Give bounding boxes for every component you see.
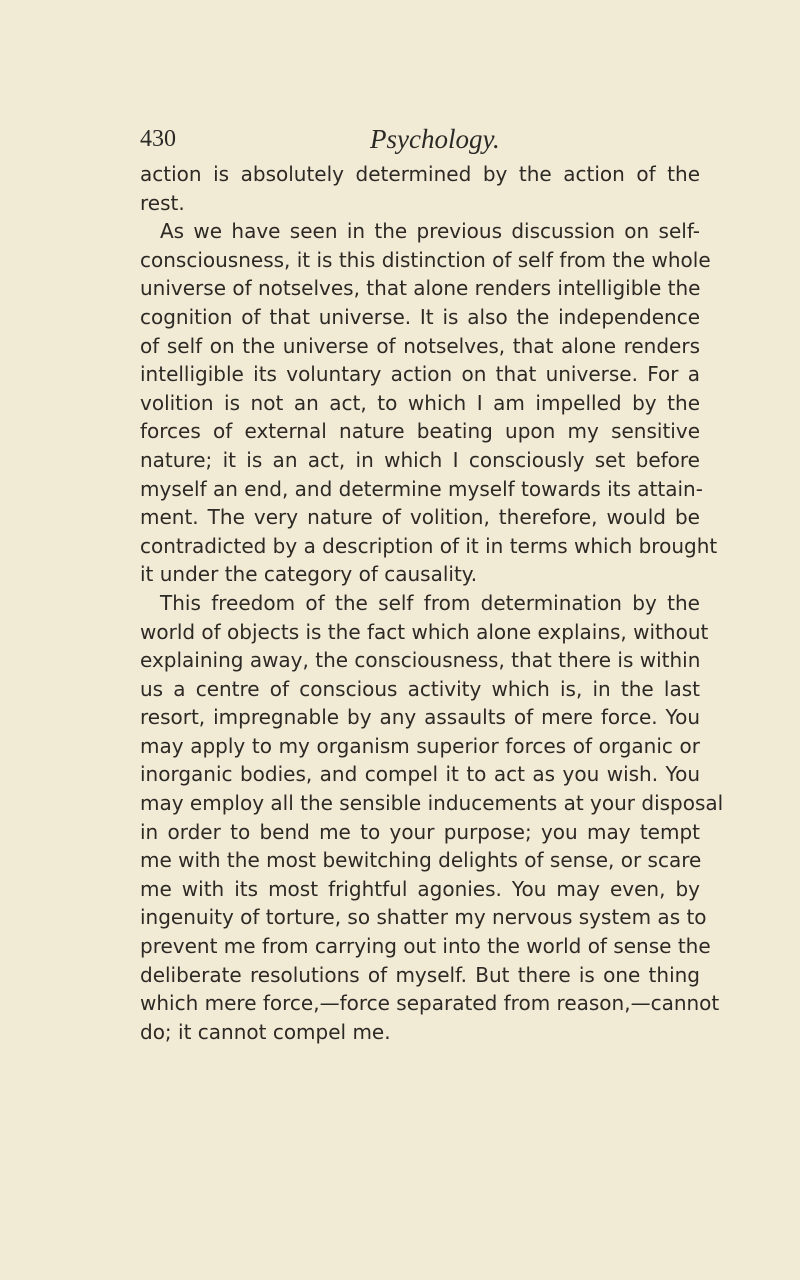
text-line: me with the most bewitching delights of sense, or scare xyxy=(140,848,702,873)
text-line: inorganic bodies, and compel it to act as you wish. You xyxy=(140,762,700,787)
text-line: may apply to my organism superior forces of organic or xyxy=(140,733,700,758)
text-line: explaining away, the consciousness, that there is within xyxy=(140,648,701,673)
page-number: 430 xyxy=(140,126,176,152)
text-line: ingenuity of torture, so shatter my nervous system as to xyxy=(140,905,707,930)
text-line: consciousness, it is this distinction of self from the whole xyxy=(140,247,711,272)
text-line: As we have seen in the previous discussion on self- xyxy=(160,219,700,244)
text-line: cognition of that universe. It is also the independence xyxy=(140,304,700,329)
body-text xyxy=(140,160,724,1046)
text-line: prevent me from carrying out into the world of sense the xyxy=(140,934,711,959)
text-line: resort, impregnable by any assaults of mere force. You xyxy=(140,705,700,730)
text-line: it under the category of causality. xyxy=(140,562,478,587)
text-line: us a centre of conscious activity which is, in the last xyxy=(140,676,700,701)
text-line: in order to bend me to your purpose; you may tempt xyxy=(140,819,700,844)
text-line: rest. xyxy=(140,190,185,215)
text-line: volition is not an act, to which I am impelled by the xyxy=(140,390,700,415)
text-line: action is absolutely determined by the action of the xyxy=(140,162,700,186)
running-header xyxy=(140,120,700,160)
running-title: Psychology. xyxy=(370,124,500,154)
text-line: universe of notselves, that alone renders intelligible the xyxy=(140,276,701,301)
text-line: forces of external nature beating upon my sensitive xyxy=(140,419,700,444)
text-line: nature; it is an act, in which I consciously set before xyxy=(140,447,700,472)
text-line: which mere force,—force separated from reason,—cannot xyxy=(140,991,720,1016)
text-line: ment. The very nature of volition, therefore, would be xyxy=(140,505,700,530)
text-line: contradicted by a description of it in terms which brought xyxy=(140,533,718,558)
text-line: This freedom of the self from determination by the xyxy=(160,590,700,615)
text-line: me with its most frightful agonies. You may even, by xyxy=(140,876,700,901)
text-line: deliberate resolutions of myself. But there is one thing xyxy=(140,962,700,987)
text-line: do; it cannot compel me. xyxy=(140,1019,391,1044)
text-line: world of objects is the fact which alone explains, without xyxy=(140,619,709,644)
text-line: may employ all the sensible inducements at your disposal xyxy=(140,791,724,816)
text-line: intelligible its voluntary action on that universe. For a xyxy=(140,362,700,387)
text-line: myself an end, and determine myself towards its attain- xyxy=(140,476,703,501)
text-line: of self on the universe of notselves, that alone renders xyxy=(140,333,700,358)
